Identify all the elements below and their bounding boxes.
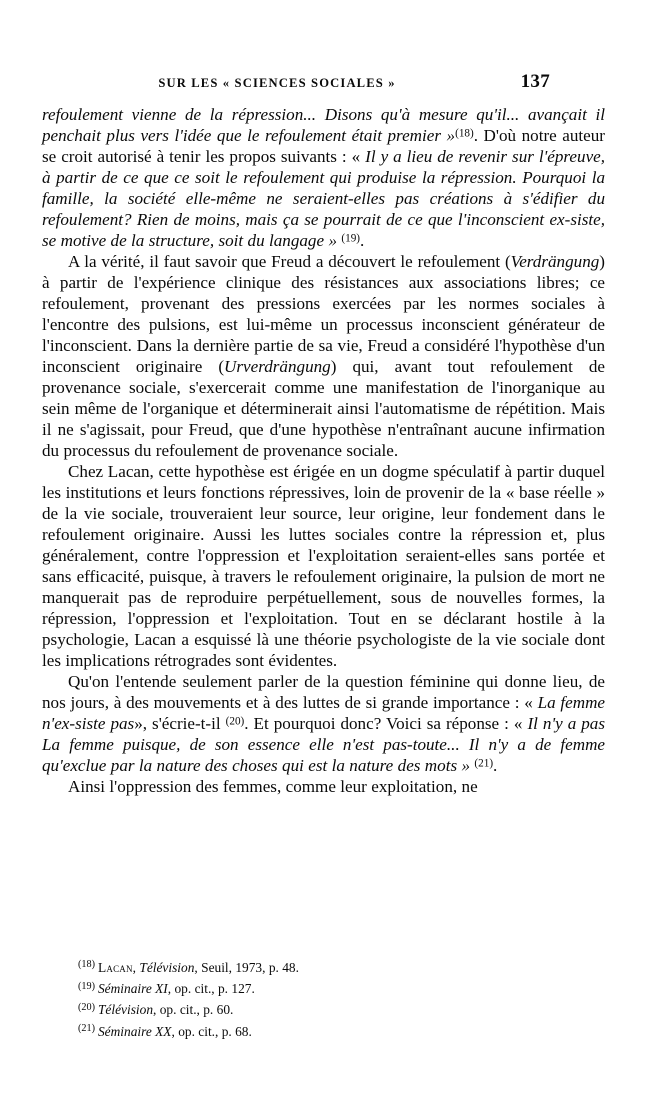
femme-text-2: », s'écrie-t-il <box>134 714 221 733</box>
footnote-title: Séminaire XI <box>97 981 168 997</box>
paragraph-question-feminine <box>42 671 605 776</box>
footnote-item <box>78 1021 558 1042</box>
footnote-author: Lacan <box>97 960 133 975</box>
footnote-title: Télévision <box>97 1002 154 1018</box>
footnote-title: Séminaire XX <box>97 1023 172 1039</box>
footnote-ref-20[interactable]: (20) <box>225 715 245 728</box>
quote-il-ny-a-pas-la-femme: Il n'y a pas La femme puisque, de son essence elle n'est pas-toute... Il n'y a de femme qu'exclue par la nature des choses qui est la nature des mots » <box>42 714 606 775</box>
page-number: 137 <box>520 71 550 92</box>
quote-roman-bridge: . D'où notre auteur se croit autorisé à tenir les propos suivants : « <box>42 126 606 166</box>
paragraph-quote-continued <box>42 104 605 251</box>
quote-tail-period: . <box>360 231 365 250</box>
paragraph-chez-lacan: Chez Lacan, cette hypothèse est érigée en un dogme spéculatif à partir duquel les institutions et leurs fonctions répressives, loin de provenir de la « base réelle » de la vie sociale, trouveraient leur source, leur origine, leur fondement dans le refoulement originaire. Aussi les luttes sociales contre la répression et, plus généralement, contre l'oppression et l'exploitation seraient-elles sans portée et sans efficacité, puisque, à travers le refoulement originaire, la pulsion de mort ne manquerait pas de reproduire perpétuellement, sous de nouvelles formes, la répression, l'oppression et l'exploitation. Tout en se déclarant hostile à la psychologie, Lacan a esquissé là une théorie psychologiste de la vie sociale dont les implications rétrogrades sont évidentes. <box>42 462 605 670</box>
paragraph-a-la-verite <box>42 251 605 461</box>
footnote-marker: (19) <box>78 980 95 992</box>
verite-text-3: ) qui, avant tout refoulement de provenance sociale, s'exercerait comme une manifestation de l'inorganique au sein même de l'organique et déterminerait ainsi l'automatisme de répétition. Mais il ne s'agissait, pour Freud, que d'une hypothèse n'entraînant aucune infirmation du processus du refoulement de provenance sociale. <box>42 357 605 460</box>
paragraph-ainsi-oppression: Ainsi l'oppression des femmes, comme leur exploitation, ne <box>68 777 478 796</box>
footnote-rest: , op. cit., p. 68. <box>171 1023 252 1039</box>
footnote-rest: , op. cit., p. 60. <box>153 1002 234 1018</box>
verite-text-1: A la vérité, il faut savoir que Freud a découvert le refoulement ( <box>68 252 511 271</box>
footnote-block <box>78 957 558 1042</box>
quote-italic-opening: refoulement vienne de la répression... Disons qu'à mesure qu'il... avançait il penchait plus vers l'idée que le refoulement était premier » <box>42 105 605 145</box>
footnote-rest: , op. cit., p. 127. <box>167 981 255 997</box>
femme-text-3: . Et pourquoi donc? Voici sa réponse : « <box>244 714 523 733</box>
footnote-title: Télévision <box>139 960 195 975</box>
footnote-separator: , <box>132 960 140 975</box>
footnote-rest: , Seuil, 1973, p. 48. <box>194 960 299 975</box>
footnote-marker: (18) <box>78 959 95 971</box>
footnote-item <box>78 978 558 999</box>
running-head: SUR LES « SCIENCES SOCIALES » <box>158 76 396 90</box>
page-header <box>42 71 605 96</box>
body-text-block <box>42 104 605 797</box>
verite-text-2: ) à partir de l'expérience clinique des résistances aux associations libres; ce refoulement, provenant des pressions exercées par les normes sociales à l'encontre des pulsions, est lui-même un processus inconscient générateur de l'inconscient. Dans la dernière partie de sa vie, Freud a considéré l'hypothèse d'un inconscient originaire ( <box>42 252 605 376</box>
quote-la-femme-nexsiste-pas: La femme n'ex-siste pas <box>42 693 606 733</box>
footnote-ref-19[interactable]: (19) <box>341 232 361 245</box>
footnote-marker: (20) <box>78 1001 95 1013</box>
footnote-ref-18[interactable]: (18) <box>455 127 474 140</box>
femme-text-4: . <box>493 756 498 775</box>
footnote-ref-21[interactable]: (21) <box>474 757 494 770</box>
footnote-marker: (21) <box>78 1023 95 1035</box>
quote-italic-lacan: Il y a lieu de revenir sur l'épreuve, à partir de ce que ce soit le refoulement qui produise la répression. Pourquoi la famille, la société elle-même ne seraient-elles pas créations à s'édifier du refoulement? Rien de moins, mais ça se pourrait de ce que l'inconscient ex-siste, se motive de la structure, soit du langage » <box>42 147 606 250</box>
femme-text-1: Qu'on l'entende seulement parler de la question féminine qui donne lieu, de nos jours, à des mouvements et à des luttes de si grande importance : « <box>42 672 605 712</box>
term-urverdrangung: Urverdrängung <box>224 357 331 376</box>
term-verdrangung: Verdrängung <box>510 252 600 271</box>
footnote-item <box>78 957 558 978</box>
footnote-item <box>78 999 558 1020</box>
